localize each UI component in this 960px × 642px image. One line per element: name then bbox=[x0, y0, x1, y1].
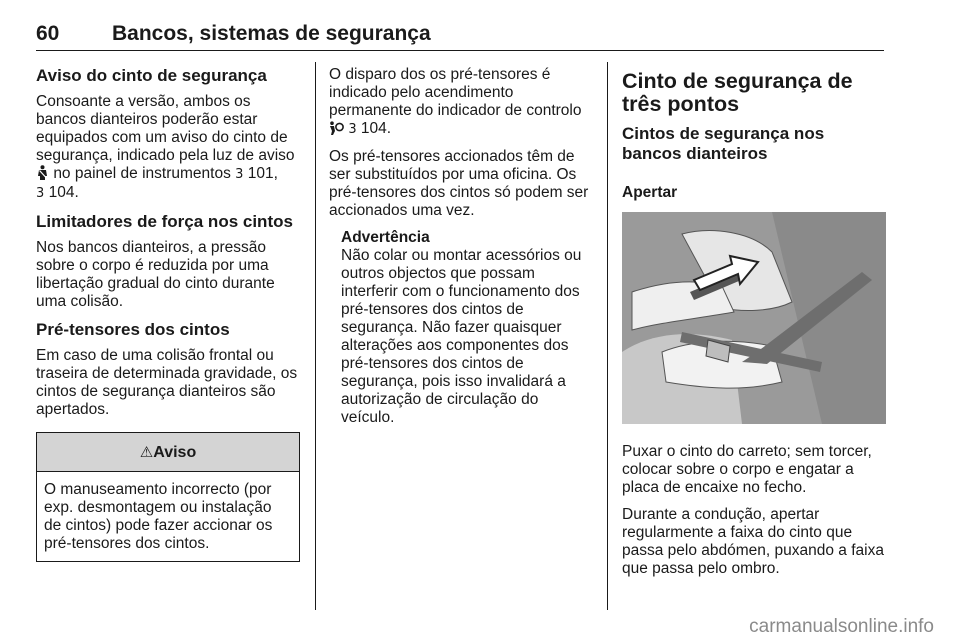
heading-three-point-belt: Cinto de segurança de três pontos bbox=[622, 69, 853, 116]
paragraph-replacement: Os pré-tensores accionados têm de ser substituídos por uma oficina. Os pré-tensores dos cintos só podem ser accionados uma vez. bbox=[329, 148, 589, 219]
column-2 bbox=[329, 66, 595, 427]
warning-text: O manuseamento incorrecto (por exp. desmontagem ou instalação de cintos) pode fazer accionar os pré-tensores dos cintos. bbox=[44, 481, 273, 552]
caution-text: Não colar ou montar acessórios ou outros objectos que possam interferir com o funcionamento dos pré-tensores dos cintos de segurança. Não fazer quaisquer alterações aos componentes dos pré-tensores dos cintos de segurança, pois isso invalidará a autorização de circulação do veículo. bbox=[341, 247, 582, 426]
watermark: carmanualsonline.info bbox=[749, 616, 934, 637]
column-3 bbox=[622, 70, 888, 587]
warning-triangle-icon: ⚠ bbox=[139, 443, 154, 461]
heading-seatbelt-reminder: Aviso do cinto de segurança bbox=[36, 66, 267, 85]
reference-arrow-icon: 3 bbox=[235, 167, 244, 182]
column-divider bbox=[607, 62, 608, 610]
seatbelt-person-icon bbox=[36, 165, 49, 180]
reference-arrow-icon: 3 bbox=[36, 186, 45, 201]
page-header bbox=[36, 10, 884, 51]
heading-fasten: Apertar bbox=[622, 184, 678, 201]
caution-title: Advertência bbox=[341, 229, 430, 246]
running-title: Bancos, sistemas de segurança bbox=[112, 22, 431, 45]
paragraph-pretensioner-trigger: O disparo dos os pré-tensores é indicado pelo acendimento permanente do indicador de controlo 3 104. bbox=[329, 66, 582, 137]
warning-box-header bbox=[37, 433, 299, 472]
warning-box bbox=[36, 432, 300, 562]
column-divider bbox=[315, 62, 316, 610]
warning-title: Aviso bbox=[153, 444, 197, 461]
seatbelt-fastening-illustration bbox=[622, 212, 886, 424]
paragraph-pretensioners: Em caso de uma colisão frontal ou traseira de determinada gravidade, os cintos de segurança dianteiros são apertados. bbox=[36, 347, 298, 418]
heading-front-seat-belts: Cintos de segurança nos bancos dianteiros bbox=[622, 124, 825, 163]
reference-arrow-icon: 3 bbox=[348, 122, 357, 137]
airbag-indicator-icon bbox=[329, 121, 344, 135]
page-number: 60 bbox=[36, 22, 60, 45]
heading-force-limiters: Limitadores de força nos cintos bbox=[36, 212, 293, 231]
heading-pretensioners: Pré-tensores dos cintos bbox=[36, 320, 230, 339]
column-1 bbox=[36, 66, 302, 562]
paragraph-tighten: Durante a condução, apertar regularmente a faixa do cinto que passa pelo abdómen, puxando a faixa que passa pelo ombro. bbox=[622, 506, 884, 577]
paragraph-seatbelt-reminder: Consoante a versão, ambos os bancos dianteiros poderão estar equipados com um aviso do cinto de segurança, indicado pela luz de aviso no painel de instrumentos 3 101, 3 104. bbox=[36, 93, 295, 201]
caution-block bbox=[329, 229, 595, 427]
paragraph-fasten: Puxar o cinto do carreto; sem torcer, colocar sobre o corpo e engatar a placa de encaixe no fecho. bbox=[622, 443, 872, 496]
paragraph-force-limiters: Nos bancos dianteiros, a pressão sobre o corpo é reduzida por uma libertação gradual do cinto durante uma colisão. bbox=[36, 239, 275, 310]
